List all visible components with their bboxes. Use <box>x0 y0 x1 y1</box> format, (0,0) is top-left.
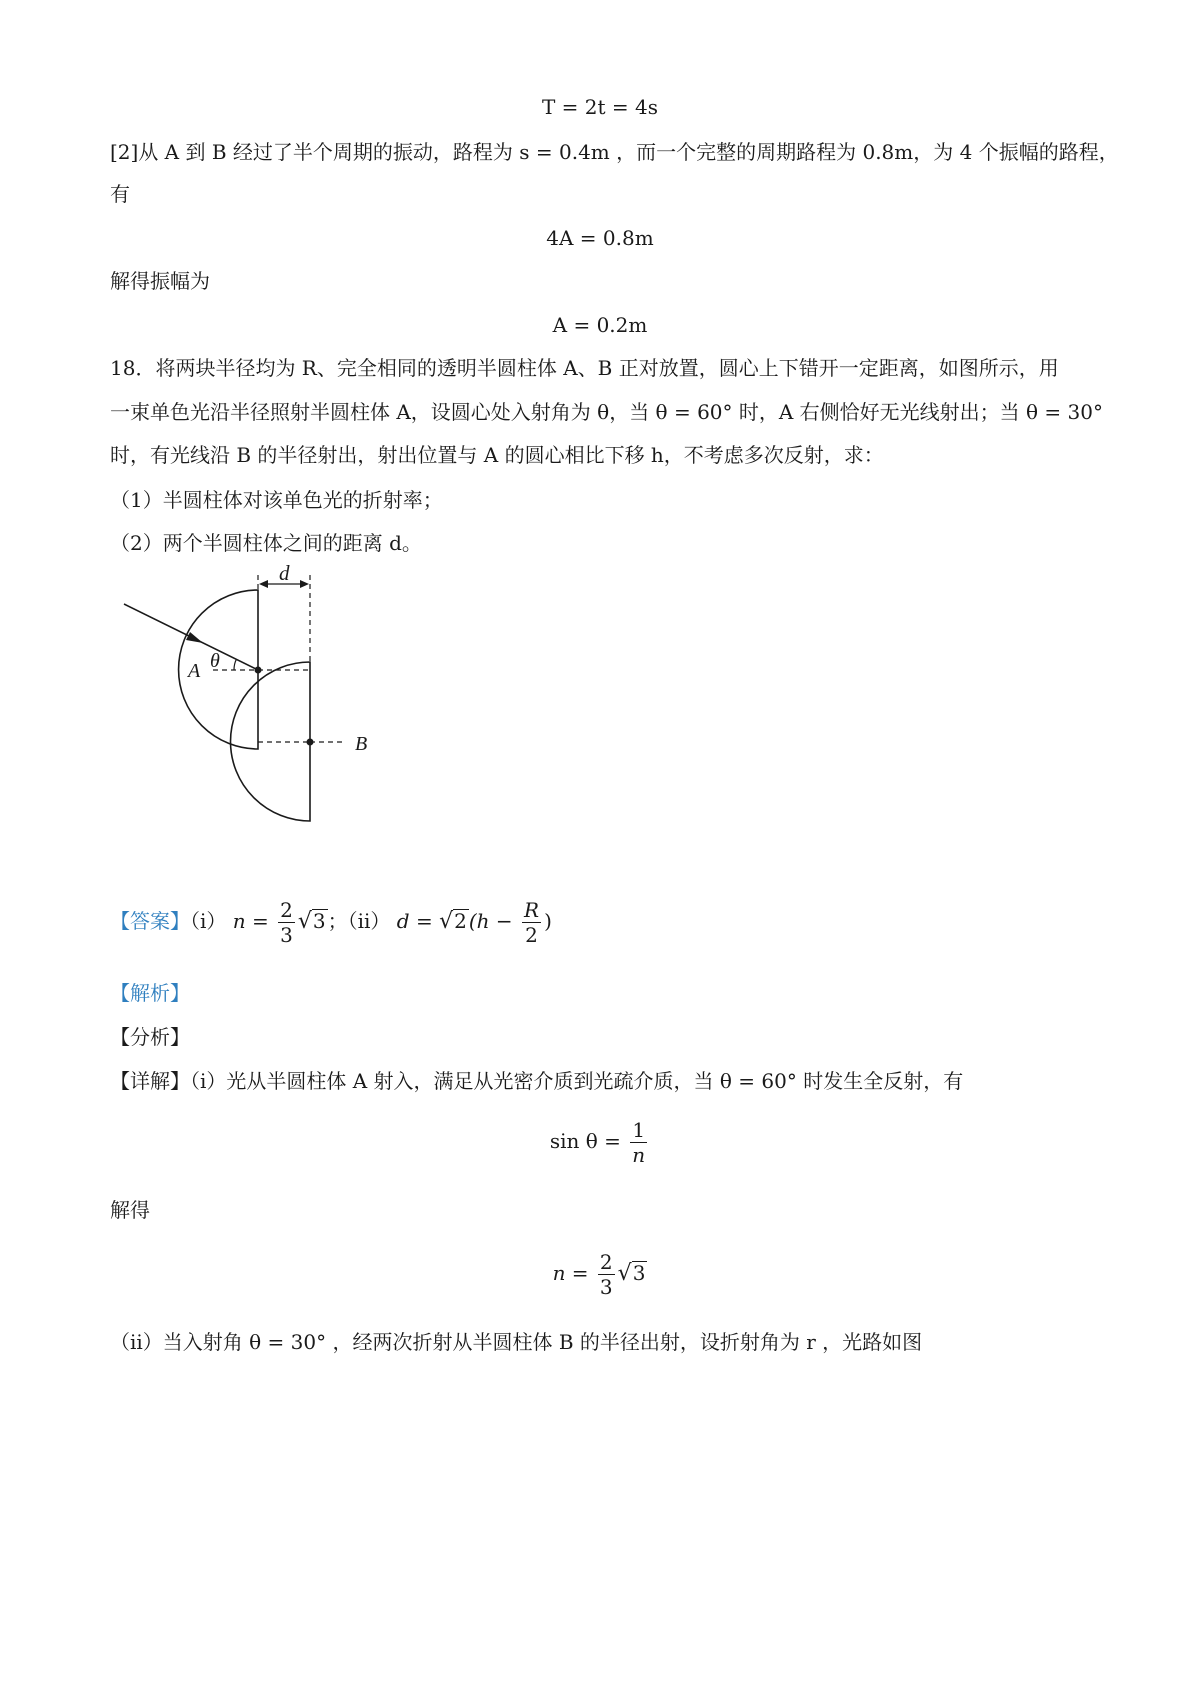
sin-num: 1 <box>630 1118 647 1143</box>
center-A <box>255 667 262 674</box>
four-amplitude-equation: 4A = 0.8m <box>546 226 654 250</box>
detail-line-ii: （ii）当入射角 θ = 30° ，经两次折射从半圆柱体 B 的半径出射，设折射角为 r ，光路如图 <box>110 1330 923 1354</box>
label-A: A <box>188 660 201 682</box>
semicylinder-figure <box>100 560 400 830</box>
answer-n-lhs: n = <box>232 909 269 933</box>
n-sqrt3: 3 <box>632 1261 646 1285</box>
answer-n-num: 2 <box>280 898 293 922</box>
part2-paragraph-line1: [2]从 A 到 B 经过了半个周期的振动，路程为 s = 0.4m ，而一个完整的周期路程为 0.8m，为 4 个振幅的路程， <box>110 140 1119 164</box>
answer-n-fraction <box>278 898 295 947</box>
sin-fraction <box>630 1118 647 1167</box>
fenxi-label: 【分析】 <box>110 1025 190 1049</box>
question18-part1: （1）半圆柱体对该单色光的折射率； <box>110 488 443 512</box>
sin-equation <box>0 1116 1200 1167</box>
part2-paragraph-line2: 有 <box>110 182 130 206</box>
sqrt-symbol: √ <box>617 1261 632 1286</box>
answer-r-den: 2 <box>525 923 538 947</box>
answer-paren-close: ) <box>544 909 552 933</box>
label-theta: θ <box>210 650 220 672</box>
answer-sqrt2: 2 <box>454 909 467 933</box>
question18-line1: 18．将两块半径均为 R、完全相同的透明半圆柱体 A、B 正对放置，圆心上下错开一定距离，如图所示，用 <box>110 356 1059 380</box>
center-B <box>307 739 314 746</box>
ray-arrow-head <box>186 632 203 643</box>
n-equation <box>0 1248 1200 1299</box>
sqrt-symbol: √ <box>439 909 454 934</box>
angle-arc <box>234 659 237 670</box>
amplitude-equation: A = 0.2m <box>552 313 648 337</box>
analysis-label: 【解析】 <box>110 981 190 1005</box>
detail-text-i: （i）光从半圆柱体 A 射入，满足从光密介质到光疏介质，当 θ = 60° 时发生全反射，有 <box>190 1069 964 1093</box>
answer-part-i: （i） <box>190 909 227 933</box>
sin-lhs: sin θ = <box>549 1129 621 1153</box>
label-d: d <box>279 561 290 585</box>
solve-text: 解得 <box>110 1198 150 1222</box>
answer-d-lhs: d = <box>396 909 433 933</box>
n-den: 3 <box>599 1275 613 1299</box>
detail-label: 【详解】 <box>110 1069 190 1093</box>
d-arrow-head-left <box>259 580 268 588</box>
n-lhs: n = <box>552 1261 589 1285</box>
period-equation: T = 2t = 4s <box>541 95 659 119</box>
label-B: B <box>355 733 368 755</box>
answer-separator: ；（ii） <box>327 909 391 933</box>
answer-paren-open: (h − <box>468 909 513 933</box>
answer-sqrt3: 3 <box>312 909 326 933</box>
answer-r-fraction <box>522 898 541 947</box>
d-arrow-head-right <box>300 580 309 588</box>
detail-line-i <box>110 1067 963 1095</box>
answer-line <box>110 896 552 947</box>
answer-n-den: 3 <box>280 923 293 947</box>
answer-r-num: R <box>524 898 540 922</box>
sqrt-symbol: √ <box>297 909 312 934</box>
answer-label: 【答案】 <box>110 909 190 933</box>
n-num: 2 <box>599 1250 613 1274</box>
question18-line3: 时，有光线沿 B 的半径射出，射出位置与 A 的圆心相比下移 h，不考虑多次反射，求： <box>110 443 884 467</box>
solve-amplitude-text: 解得振幅为 <box>110 269 210 293</box>
sin-den: n <box>632 1143 646 1167</box>
question18-part2: （2）两个半圆柱体之间的距离 d。 <box>110 531 422 555</box>
question18-line2: 一束单色光沿半径照射半圆柱体 A，设圆心处入射角为 θ，当 θ = 60° 时，A 右侧恰好无光线射出；当 θ = 30° <box>110 400 1103 424</box>
n-fraction <box>598 1250 615 1299</box>
